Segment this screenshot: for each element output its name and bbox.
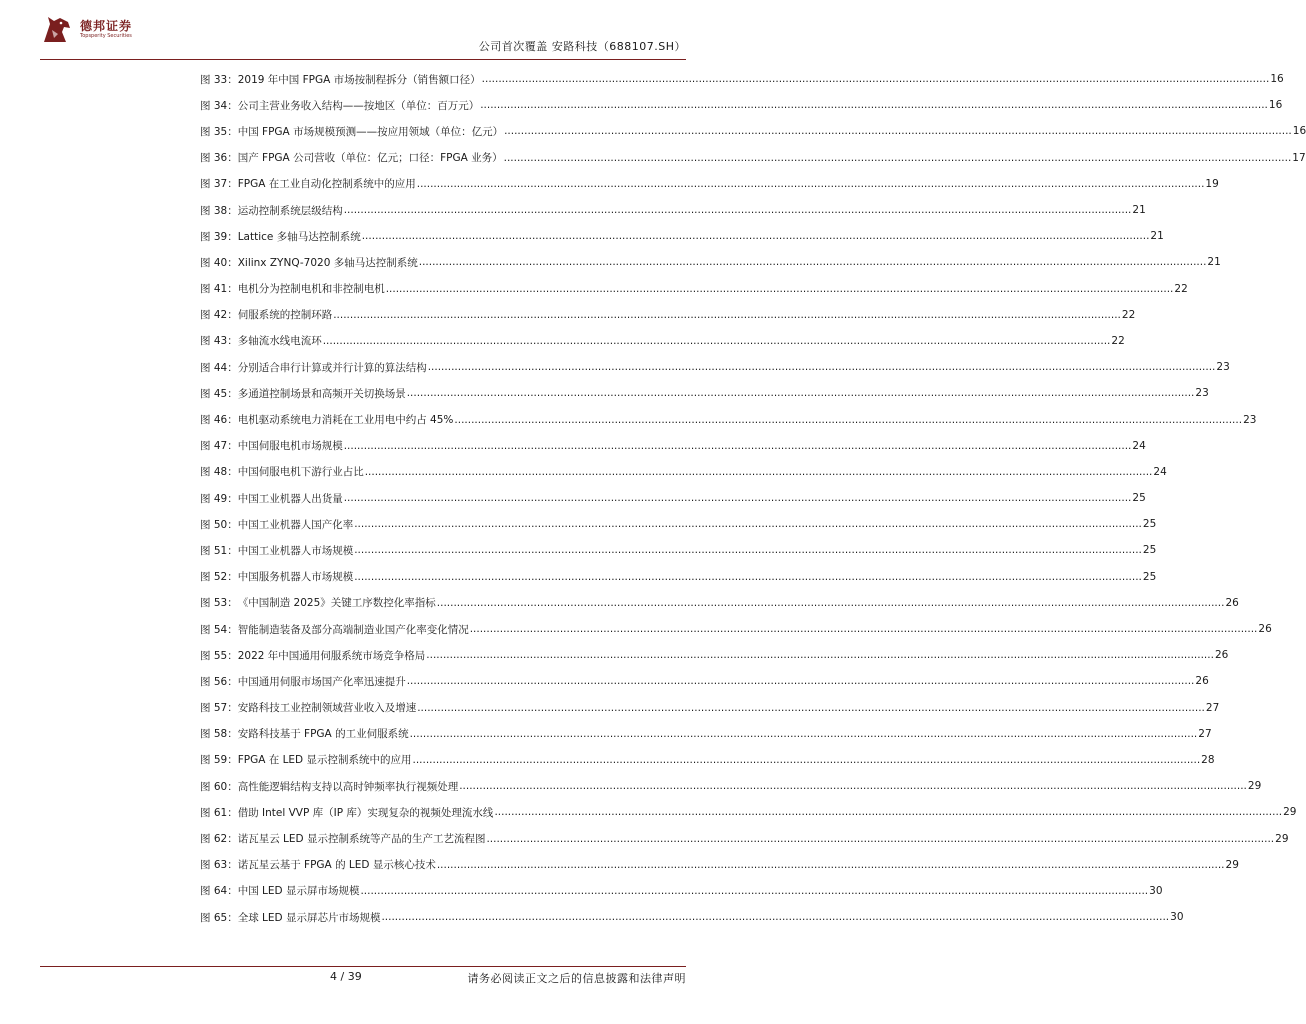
dot-leader xyxy=(480,99,1268,111)
page-reference: 24 xyxy=(1132,439,1146,452)
page-reference: 22 xyxy=(1174,282,1188,295)
figure-number: 图 34： xyxy=(200,99,238,112)
figure-number: 图 60： xyxy=(200,780,238,793)
dot-leader xyxy=(470,623,1258,635)
dot-leader xyxy=(360,885,1148,897)
figure-number: 图 52： xyxy=(200,571,238,584)
figure-number: 图 40： xyxy=(200,256,238,269)
figure-list xyxy=(200,66,1306,930)
figure-number: 图 41： xyxy=(200,283,238,296)
figure-number: 图 55： xyxy=(200,649,238,662)
page-reference: 26 xyxy=(1258,623,1272,636)
toc-entry[interactable] xyxy=(200,773,1262,799)
figure-title: 高性能逻辑结构支持以高时钟频率执行视频处理 xyxy=(237,780,459,793)
toc-entry[interactable] xyxy=(200,249,1221,275)
figure-title: 电机驱动系统电力消耗在工业用电中约占 45% xyxy=(237,414,454,427)
toc-entry[interactable] xyxy=(200,118,1306,144)
page-reference: 26 xyxy=(1225,596,1239,609)
dot-leader xyxy=(426,649,1214,661)
page-reference: 25 xyxy=(1142,544,1157,557)
dot-leader xyxy=(410,728,1198,740)
figure-title: 《中国制造 2025》关键工序数控化率指标 xyxy=(237,597,436,610)
toc-entry[interactable] xyxy=(200,197,1146,223)
page-reference: 30 xyxy=(1170,911,1184,924)
figure-title: 诺瓦星云 LED 显示控制系统等产品的生产工艺流程图 xyxy=(237,833,486,846)
page-header xyxy=(40,12,686,58)
toc-entry[interactable] xyxy=(200,302,1136,328)
figure-title: 伺服系统的控制环路 xyxy=(237,309,333,322)
page-reference: 16 xyxy=(1292,125,1306,138)
figure-title: 2022 年中国通用伺服系统市场竞争格局 xyxy=(237,649,426,662)
page-reference: 29 xyxy=(1247,780,1262,793)
toc-entry[interactable] xyxy=(200,590,1239,616)
figure-number: 图 57： xyxy=(200,702,238,715)
company-logo xyxy=(40,12,132,46)
page-reference: 16 xyxy=(1268,99,1283,112)
figure-title: FPGA 在工业自动化控制系统中的应用 xyxy=(237,178,416,191)
dot-leader xyxy=(362,230,1150,242)
figure-title: 电机分为控制电机和非控制电机 xyxy=(237,283,385,296)
page-reference: 23 xyxy=(1195,387,1209,400)
page-reference: 29 xyxy=(1283,806,1297,819)
toc-entry[interactable] xyxy=(200,878,1163,904)
logo-english-name: Topsperity Securities xyxy=(80,32,132,39)
page-reference: 22 xyxy=(1111,334,1125,347)
figure-title: 中国通用伺服市场国产化率迅速提升 xyxy=(237,675,406,688)
dot-leader xyxy=(365,466,1153,478)
dot-leader xyxy=(354,571,1142,583)
toc-entry[interactable] xyxy=(200,66,1284,92)
page-number: 4 / 39 xyxy=(330,970,362,983)
dot-leader xyxy=(486,833,1274,845)
figure-number: 图 37： xyxy=(200,178,238,191)
figure-number: 图 46： xyxy=(200,414,238,427)
page-reference: 26 xyxy=(1214,649,1229,662)
figure-title: 国产 FPGA 公司营收（单位：亿元；口径：FPGA 业务） xyxy=(237,152,503,165)
figure-number: 图 58： xyxy=(200,728,238,741)
figure-title: 多轴流水线电流环 xyxy=(237,335,322,348)
dot-leader xyxy=(504,125,1292,137)
dot-leader xyxy=(344,204,1132,216)
toc-entry[interactable] xyxy=(200,145,1306,171)
figure-title: 诺瓦星云基于 FPGA 的 LED 显示核心技术 xyxy=(237,859,436,872)
figure-number: 图 48： xyxy=(200,466,238,479)
page-reference: 30 xyxy=(1149,884,1163,897)
dot-leader xyxy=(407,387,1195,399)
dot-leader xyxy=(417,702,1205,714)
toc-entry[interactable] xyxy=(200,904,1184,930)
dot-leader xyxy=(417,178,1205,190)
figure-number: 图 43： xyxy=(200,335,238,348)
toc-entry[interactable] xyxy=(200,852,1239,878)
dot-leader xyxy=(386,283,1174,295)
figure-number: 图 53： xyxy=(200,597,238,610)
figure-number: 图 35： xyxy=(200,125,238,138)
figure-number: 图 33： xyxy=(200,73,238,86)
dot-leader xyxy=(354,518,1142,530)
toc-entry[interactable] xyxy=(200,171,1219,197)
toc-entry[interactable] xyxy=(200,537,1157,563)
toc-entry[interactable] xyxy=(200,433,1146,459)
toc-entry[interactable] xyxy=(200,485,1146,511)
dot-leader xyxy=(407,675,1195,687)
dot-leader xyxy=(333,309,1121,321)
figure-number: 图 44： xyxy=(200,361,238,374)
figure-title: 安路科技工业控制领域营业收入及增速 xyxy=(237,702,417,715)
dot-leader xyxy=(504,152,1292,164)
page-reference: 27 xyxy=(1205,701,1220,714)
figure-number: 图 61： xyxy=(200,806,238,819)
header-divider xyxy=(40,59,686,60)
toc-entry[interactable] xyxy=(200,695,1220,721)
page-reference: 27 xyxy=(1198,727,1212,740)
dot-leader xyxy=(494,806,1282,818)
figure-number: 图 36： xyxy=(200,152,238,165)
toc-entry[interactable] xyxy=(200,721,1212,747)
page-reference: 21 xyxy=(1207,256,1221,269)
figure-number: 图 49： xyxy=(200,492,238,505)
figure-number: 图 39： xyxy=(200,230,238,243)
figure-number: 图 50： xyxy=(200,518,238,531)
toc-entry[interactable] xyxy=(200,459,1167,485)
dot-leader xyxy=(344,440,1132,452)
figure-number: 图 56： xyxy=(200,675,238,688)
toc-entry[interactable] xyxy=(200,564,1157,590)
figure-number: 图 45： xyxy=(200,387,238,400)
figure-title: 分别适合串行计算或并行计算的算法结构 xyxy=(237,361,427,374)
dot-leader xyxy=(437,597,1225,609)
figure-number: 图 64： xyxy=(200,885,238,898)
figure-title: 中国工业机器人出货量 xyxy=(237,492,343,505)
dot-leader xyxy=(412,754,1200,766)
figure-number: 图 65： xyxy=(200,911,238,924)
figure-title: 中国工业机器人市场规模 xyxy=(237,544,354,557)
figure-number: 图 38： xyxy=(200,204,238,217)
figure-number: 图 47： xyxy=(200,440,238,453)
page-reference: 21 xyxy=(1132,204,1146,217)
dot-leader xyxy=(437,859,1225,871)
toc-entry[interactable] xyxy=(200,223,1164,249)
figure-title: 安路科技基于 FPGA 的工业伺服系统 xyxy=(237,728,409,741)
page-reference: 29 xyxy=(1275,832,1289,845)
figure-title: 智能制造装备及部分高端制造业国产化率变化情况 xyxy=(237,623,469,636)
figure-number: 图 62： xyxy=(200,833,238,846)
toc-entry[interactable] xyxy=(200,276,1188,302)
figure-title: 2019 年中国 FPGA 市场按制程拆分（销售额口径） xyxy=(237,73,481,86)
logo-chinese-name: 德邦证券 xyxy=(80,18,133,33)
figure-title: 中国 LED 显示屏市场规模 xyxy=(237,885,360,898)
toc-entry[interactable] xyxy=(200,825,1289,851)
toc-entry[interactable] xyxy=(200,406,1257,432)
page-reference: 21 xyxy=(1150,230,1164,243)
figure-title: 中国伺服电机市场规模 xyxy=(237,440,343,453)
dot-leader xyxy=(454,414,1242,426)
figure-title: 公司主营业务收入结构——按地区（单位：百万元） xyxy=(237,99,480,112)
page-reference: 26 xyxy=(1195,675,1209,688)
figure-title: 借助 Intel VVP 库（IP 库）实现复杂的视频处理流水线 xyxy=(237,806,494,819)
footer-divider xyxy=(40,966,686,967)
figure-title: 中国伺服电机下游行业占比 xyxy=(237,466,364,479)
figure-number: 图 59： xyxy=(200,754,238,767)
page-reference: 24 xyxy=(1153,465,1167,478)
dot-leader xyxy=(482,73,1270,85)
figure-title: 中国 FPGA 市场规模预测——按应用领域（单位：亿元） xyxy=(237,125,504,138)
dot-leader xyxy=(459,780,1247,792)
dot-leader xyxy=(323,335,1111,347)
page-reference: 25 xyxy=(1142,570,1157,583)
page-reference: 17 xyxy=(1292,151,1306,164)
toc-entry[interactable] xyxy=(200,511,1157,537)
toc-entry[interactable] xyxy=(200,380,1209,406)
horse-head-logo-icon xyxy=(40,12,74,46)
figure-number: 图 54： xyxy=(200,623,238,636)
report-header-title: 公司首次覆盖 安路科技（688107.SH） xyxy=(478,40,686,53)
figure-number: 图 51： xyxy=(200,544,238,557)
dot-leader xyxy=(354,544,1142,556)
figure-title: 中国工业机器人国产化率 xyxy=(237,518,354,531)
toc-entry[interactable] xyxy=(200,354,1230,380)
page-reference: 29 xyxy=(1225,858,1239,871)
page-reference: 16 xyxy=(1270,73,1284,86)
page-reference: 22 xyxy=(1121,308,1136,321)
page-reference: 28 xyxy=(1201,753,1215,766)
toc-entry[interactable] xyxy=(200,328,1125,354)
figure-title: 全球 LED 显示屏芯片市场规模 xyxy=(237,911,381,924)
toc-entry[interactable] xyxy=(200,92,1283,118)
page-reference: 23 xyxy=(1243,413,1257,426)
figure-title: 中国服务机器人市场规模 xyxy=(237,571,354,584)
figure-title: 多通道控制场景和高频开关切换场景 xyxy=(237,387,406,400)
page-reference: 19 xyxy=(1205,177,1219,190)
toc-entry[interactable] xyxy=(200,799,1297,825)
dot-leader xyxy=(381,911,1169,923)
page-reference: 25 xyxy=(1142,518,1157,531)
figure-number: 图 63： xyxy=(200,859,238,872)
figure-title: FPGA 在 LED 显示控制系统中的应用 xyxy=(237,754,412,767)
page-reference: 23 xyxy=(1216,361,1230,374)
figure-title: Lattice 多轴马达控制系统 xyxy=(237,230,361,243)
toc-entry[interactable] xyxy=(200,642,1229,668)
figure-number: 图 42： xyxy=(200,309,238,322)
toc-entry[interactable] xyxy=(200,747,1215,773)
dot-leader xyxy=(428,361,1216,373)
legal-disclaimer: 请务必阅读正文之后的信息披露和法律声明 xyxy=(467,972,686,985)
toc-entry[interactable] xyxy=(200,616,1272,642)
dot-leader xyxy=(344,492,1132,504)
figure-title: Xilinx ZYNQ-7020 多轴马达控制系统 xyxy=(237,256,418,269)
figure-title: 运动控制系统层级结构 xyxy=(237,204,343,217)
page-reference: 25 xyxy=(1132,492,1146,505)
toc-entry[interactable] xyxy=(200,668,1209,694)
dot-leader xyxy=(419,256,1207,268)
